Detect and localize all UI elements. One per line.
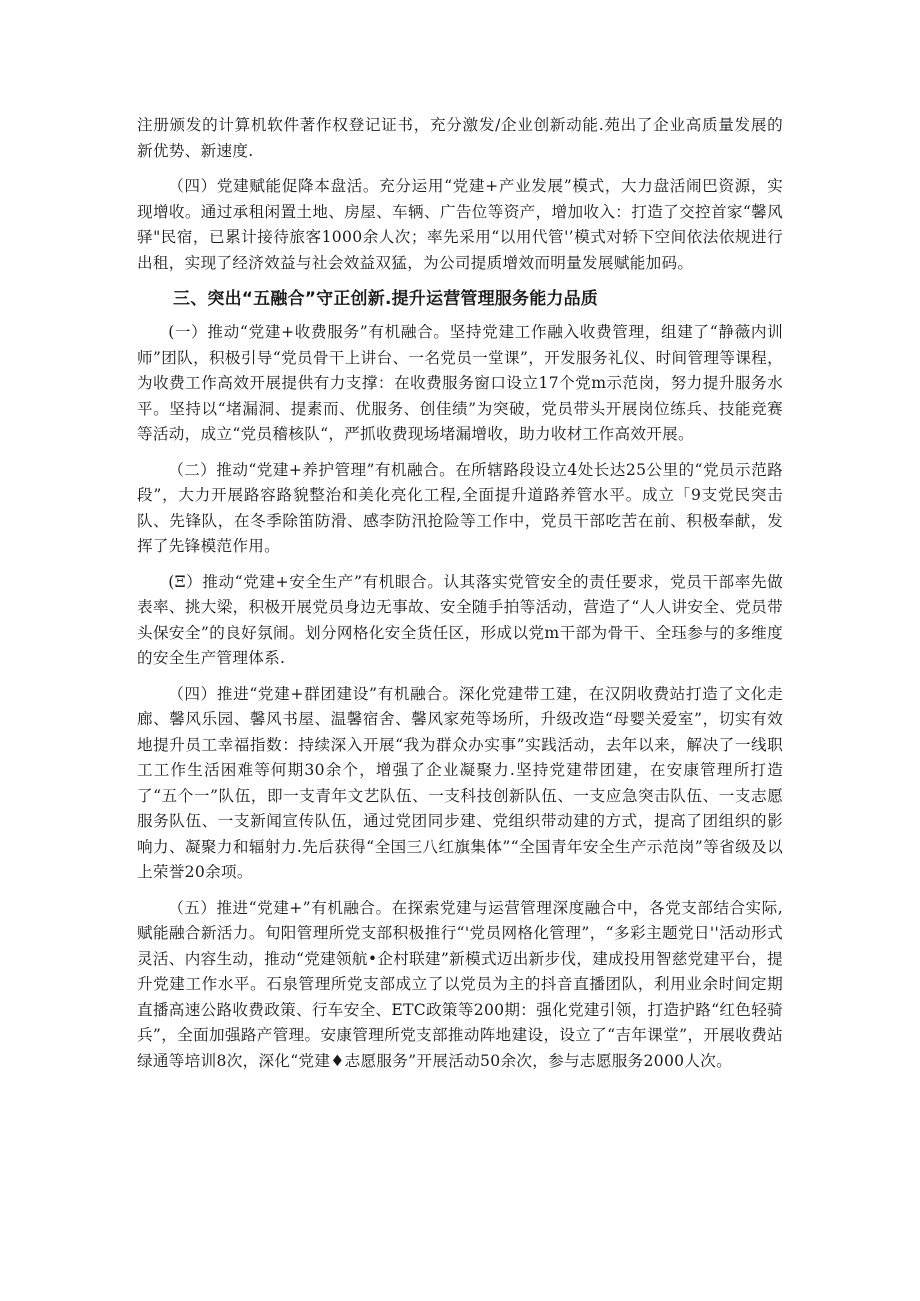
paragraph-continuation: 注册颁发的计算机软件著作权登记证书，充分激发/企业创新动能.苑出了企业高质量发展的新优势、新速度. xyxy=(137,116,783,160)
paragraph-cost-reduction: （四）党建赋能促降本盘活。充分运用“党建+产业发展”模式，大力盘活闹巴资源，实现增收。通过承租闲置土地、房屋、车辆、广告位等资产，增加收入：打造了交控首家“馨风驿"民宿，已累计接待旅客1000余人次；率先采用“以用代管'’模式对轿下空间依法依规进行出租，实现了经济效益与社会效益双猛，为公司提质增效而明量发展赋能加码。 xyxy=(137,177,783,272)
paragraph-party-plus: （五）推进“党建+”有机融合。在探索党建与运营管理深度融合中，各党支部结合实际,赋能融合新活力。旬阳管理所党支部积极推行“'党员网格化管理”，“多彩主题党日''活动形式灵活、内容生动，推动“党建领航•企村联建”新模式迈出新步伐，建成投用智慈党建平台，提升党建工作水平。石泉管理所党支部成立了以党员为主的抖音直播团队，利用业余时间定期直播高速公路收费政策、行车安全、ETC政策等200期：强化党建引领，打造护路“红色轻骑兵”，全面加强路产管理。安康管理所党支部推动阵地建设，设立了“吉年课堂”，开展收费站绿通等培训8次，深化“党建♦志愿服务”开展活动50余次，参与志愿服务2000人次。 xyxy=(137,898,783,1070)
paragraph-safety: (Ξ）推动“党建+安全生产”有机眼合。认其落实党管安全的责任要求，党员干部率先做表率、挑大梁，积极开展党员身边无事故、安全随手拍等活动，营造了“人人讲安全、党员带头保安全”的良好氛闹。划分网格化安全货任区，形成以党m干部为骨干、全珏参与的多维度的安全生产管理体系. xyxy=(137,572,783,667)
paragraph-maintenance: （二）推动“党建+养护管理”有机融合。在所辖路段设立4处长达25公里的“党员示范路段”，大力开展路容路貌整治和美化亮化工程,全面提升道路养管水平。成立「9支党民突击队、先锋队，在冬季除笛防滑、感李防汛抢险等工作中，党员干部吃苦在前、积极奉献，发挥了先锋模范作用。 xyxy=(137,460,783,555)
paragraph-group-building: （四）推进“党建+群团建设”有机融合。深化党建带工建，在汉阴收费站打造了文化走廊、馨风乐园、馨风书屋、温馨宿舍、馨风家苑等场所，升级改造“母婴关爱室”，切实有效地提升员工幸福指数：持续深入开展“我为群众办实事”实践活动，去年以来，解决了一线职工工作生活困难等何期30余个，增强了企业凝聚力.坚持党建带团建，在安康管理所打造了“五个一”队伍，即一支青年文艺队伍、一支科技创新队伍、一支应急突击队伍、一支志愿服务队伍、一支新闻宣传队伍，通过党团同步建、党组织带动建的方式，提高了团组织的影响力、凝聚力和辐射力.先后获得“全国三八红旗集体”“全国青年安全生产示范岗”等省级及以上荣誉20余项。 xyxy=(137,684,783,881)
document-body xyxy=(137,113,783,1084)
paragraph-toll-service: (一）推动“党建+收费服务”有机融合。坚持党建工作融入收费管理，组建了“静薇内训师”团队，积极引导“党员骨干上讲台、一名党员一堂课”，开发服务礼仪、时间管理等课程，为收费工作高效开展提供有力支撑：在收费服务窗口设立17个党m示范岗，努力提升服务水平。坚持以“堵漏洞、提素而、优服务、创佳绩”为突破，党员带头开展岗位练兵、技能竞赛等活动，成立“党员稽核队“，严抓收费现场堵漏增收，助力收材工作高效开展。 xyxy=(137,323,783,443)
section-heading-three: 三、突出“五融合”守正创新.提升运营管理服务能力品质 xyxy=(173,289,599,309)
